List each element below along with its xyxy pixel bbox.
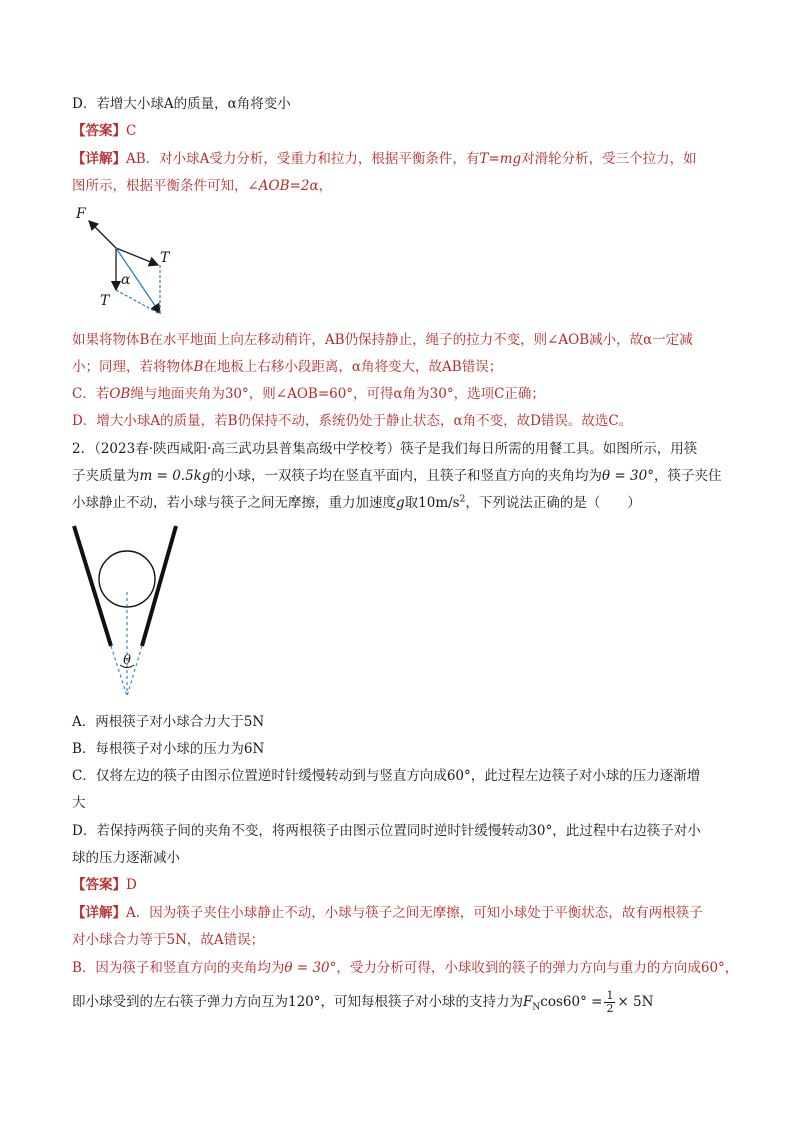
answer-tag: 【答案】 — [72, 877, 126, 893]
q2-option-c-line-2: 大 — [72, 795, 86, 811]
q1-para-line-2: 小；同理，若将物体B在地板上右移小段距离，α角将变大，故AB错误； — [72, 359, 503, 375]
chopsticks-diagram — [66, 520, 196, 700]
detail-tag: 【详解】 — [72, 905, 126, 921]
detail-tag: 【详解】 — [72, 151, 126, 167]
q1-detail-line-2: 图所示，根据平衡条件可知，∠AOB=2α， — [72, 178, 333, 194]
q2-option-d-line-2: 球的压力逐渐减小 — [72, 850, 180, 866]
q2-option-d-line-1: D．若保持两筷子间的夹角不变，将两根筷子由图示位置同时逆时针缓慢转动30°，此过程中右边筷子对小 — [72, 823, 701, 839]
label-T-right: T — [160, 250, 170, 266]
answer-value: D — [126, 877, 137, 893]
q1-detail-line-1: 【详解】AB．对小球A受力分析，受重力和拉力，根据平衡条件，有T=mg对滑轮分析，受三个拉力，如 — [72, 151, 697, 167]
q2-option-c-line-1: C．仅将左边的筷子由图示位置逆时针缓慢转动到与竖直方向成60°，此过程左边筷子对小球的压力逐渐增 — [72, 768, 701, 784]
label-T-down: T — [100, 293, 110, 309]
q2-detail-b-line-2: 即小球受到的左右筷子弹力方向互为120°，可知每根筷子对小球的支持力为$F_N\cos 60^\circ$ = $\frac{1}{2}$ × 5N — [72, 989, 654, 1015]
answer-tag: 【答案】 — [72, 123, 126, 139]
label-theta: θ — [123, 653, 131, 668]
q1-option-d: D．若增大小球A的质量，α角将变小 — [72, 96, 291, 112]
q1-para-line-1: 如果将物体B在水平地面上向左移动稍许，AB仍保持静止，绳子的拉力不变，则∠AOB减小，故α一定减 — [72, 332, 693, 348]
q2-detail-a-line-2: 对小球合力等于5N，故A错误； — [72, 932, 265, 948]
q2-option-b: B．每根筷子对小球的压力为6N — [72, 741, 265, 757]
q2-option-a: A．两根筷子对小球合力大于5N — [72, 714, 265, 730]
fraction-one-half: $\frac{1}{2}$ — [606, 989, 614, 1015]
q2-detail-b-line-1: B．因为筷子和竖直方向的夹角均为θ = 30°，受力分析可得，小球收到的筷子的弹力方向与重力的方向成60°， — [72, 960, 739, 976]
q2-detail-a-line-1: 【详解】A．因为筷子夹住小球静止不动，小球与筷子之间无摩擦，可知小球处于平衡状态，故有两根筷子 — [72, 905, 703, 921]
q2-answer-line — [72, 875, 732, 895]
answer-value: C — [126, 123, 137, 139]
q2-stem-line-3: 小球静止不动，若小球与筷子之间无摩擦，重力加速度g取$10m/s^2$，下列说法正确的是（ ） — [72, 494, 641, 511]
label-F: F — [76, 206, 86, 222]
label-alpha: α — [121, 272, 131, 288]
q1-d-line: D．增大小球A的质量，若B仍保持不动，系统仍处于静止状态，α角不变，故D错误。故选C。 — [72, 413, 633, 429]
pulley-force-diagram — [70, 202, 190, 322]
q2-stem-line-2: 子夹质量为m = 0.5kg的小球，一双筷子均在竖直平面内，且筷子和竖直方向的夹角均为θ = 30°，筷子夹住 — [72, 468, 722, 484]
q2-stem-line-1: 2．（2023春·陕西咸阳·高三武功县普集高级中学校考）筷子是我们每日所需的用餐工具。如图所示，用筷 — [72, 441, 698, 457]
q1-answer-line — [72, 121, 732, 141]
q1-c-line: C．若OB绳与地面夹角为30°，则∠AOB=60°，可得α角为30°，选项C正确； — [72, 386, 545, 402]
